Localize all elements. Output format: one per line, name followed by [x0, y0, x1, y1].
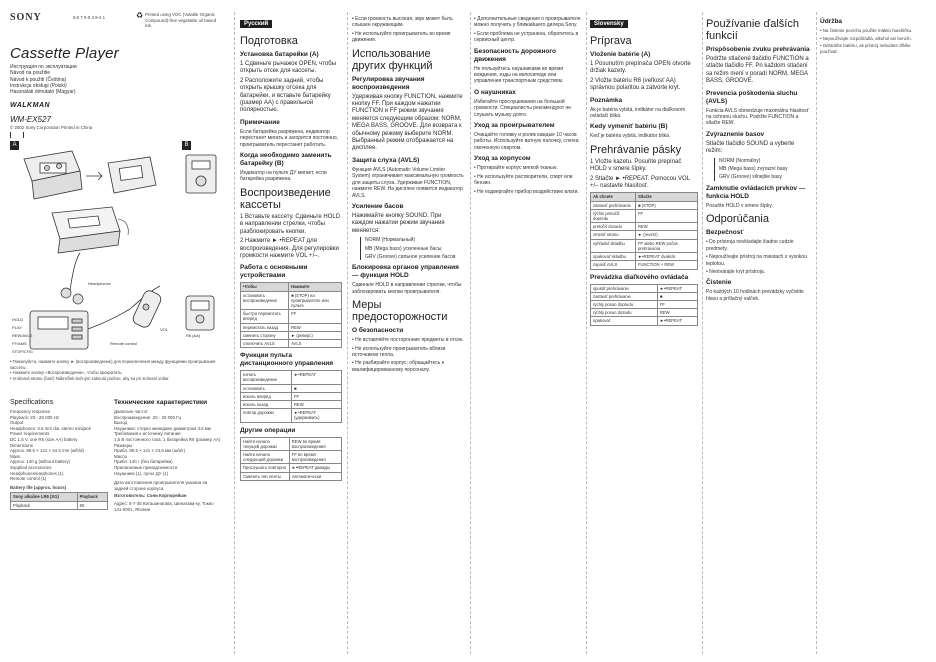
note-text: Ak je batéria vybitá, indikátor na diaľkovom ovládači bliká. — [590, 106, 686, 120]
subsection-heading: Čistenie — [706, 279, 732, 287]
language-item: Инструкция по эксплуатации — [10, 63, 77, 70]
table-title: Функции пульта дистанционного управления — [240, 352, 334, 368]
subsection-heading: Усиление басов — [352, 202, 404, 210]
care-item: • Не используйте растворители, спирт или бензин. — [474, 173, 573, 187]
table-cell: ►•REPEAT — [657, 284, 697, 292]
section-heading: Odporúčania — [706, 213, 769, 226]
table-cell: zastaviť prehrávanie — [591, 292, 658, 300]
figure-badge-b: B — [182, 141, 191, 150]
table-cell: FUNCTION + REW — [635, 261, 697, 269]
sound-mode-list — [360, 237, 464, 260]
table-row — [591, 201, 698, 209]
table-cell: Найти начало следующей дорожки — [241, 450, 290, 463]
subsection-heading: Prevencia poškodenia sluchu (AVLS) — [706, 89, 798, 105]
table-cell: REW во время воспроизведения — [289, 437, 341, 450]
battery-cell: 60 — [77, 501, 107, 509]
spec-line: Frequency response — [10, 409, 51, 415]
care-item: • Не подвергайте прибор воздействию влаги. — [474, 188, 579, 195]
note-heading: Poznámka — [590, 96, 623, 104]
note-heading: Примечание — [240, 118, 280, 126]
label-vol: VOL — [160, 327, 169, 333]
subsection-heading: Уход за корпусом — [474, 155, 531, 163]
table-row — [241, 400, 342, 408]
body-text: Очищайте головку и ролик каждые 10 часов работы. Используйте ватную палочку, слегка смоченную спиртом. — [474, 132, 579, 151]
walkman-logo: WALKMAN — [10, 101, 51, 109]
table-cell: ►•REPEAT — [657, 317, 697, 325]
table-cell: REW — [635, 223, 697, 231]
label-stop: STOP/CHG — [12, 349, 33, 355]
table-cell: REW — [289, 323, 342, 331]
table-cell: ►•REPEAT дважды — [289, 464, 341, 472]
spec-line: Dimensions — [10, 442, 33, 448]
table-cell: REW — [657, 309, 697, 317]
section-heading: Подготовка — [240, 35, 298, 47]
table-cell: ►•REPEAT dvakrát — [635, 253, 697, 261]
spec-line: Power requirements — [10, 431, 50, 437]
column-ru-3 — [474, 12, 582, 654]
note-text: • Дополнительные сведения о проигрывателе можно получить у ближайшего дилера Sony. — [474, 16, 581, 29]
spec-line: DC 1.5 V, one R6 (size AA) battery — [10, 437, 78, 442]
table-cell: Прослушать повторно — [241, 464, 290, 472]
spec-line: Playback: 20 - 20 000 Hz — [10, 414, 60, 420]
subsection-heading: Уход за проигрывателем — [474, 122, 555, 130]
step-text: 1 Сдвиньте рычажок OPEN, чтобы открыть отсек для кассеты. — [240, 61, 337, 75]
table-cell: opakovať skladbu — [591, 253, 636, 261]
table-row — [241, 371, 342, 384]
table-cell: zapnúť AVLS — [591, 261, 636, 269]
table-row — [241, 339, 342, 347]
table-cell: ► (reverz) — [635, 231, 697, 239]
table-cell: ■ — [291, 384, 341, 392]
table-row — [591, 209, 698, 222]
table-row — [591, 261, 698, 269]
figure-area — [10, 141, 222, 359]
table-row — [591, 231, 698, 239]
spec-line: Размеры — [114, 442, 133, 448]
specifications-heading: Specifications — [10, 399, 54, 407]
table-row — [241, 409, 342, 422]
part-number: 3-8 7 0-0 3 9-4 1 — [72, 15, 106, 20]
body-text: Keď je batéria vybitá, indikátor bliká. — [590, 133, 671, 140]
battery-cell: Playback — [11, 501, 78, 509]
table-cell: начать воспроизведение — [241, 371, 292, 384]
table-cell: pretočiť dozadu — [591, 223, 636, 231]
sony-logo: SONY — [10, 12, 42, 23]
body-text: Индикатор на пульте ДУ мигает, если батарейка разряжена. — [240, 170, 327, 183]
spec-line: Выход — [114, 420, 128, 426]
spec-line: Диапазон частот — [114, 409, 148, 415]
table-cell: rýchlo pretočiť dopredu — [591, 209, 636, 222]
battery-col-header: Playback — [77, 493, 107, 501]
care-item: • Nepoužívajte rozpúšťadlá, alkohol ani benzín. — [820, 35, 912, 41]
sound-mode-item: MB (Mega bass) усиленные басы — [365, 245, 442, 252]
table-row — [241, 331, 342, 339]
subsection-heading: Bezpečnosť — [706, 229, 744, 237]
table-cell: FF во время воспроизведения — [289, 450, 341, 463]
care-item: • Не используйте проигрыватель вблизи источников тепла. — [352, 345, 446, 358]
subsection-heading: Údržba — [820, 18, 843, 25]
section-heading: Воспроизведение кассеты — [240, 186, 331, 211]
spec-line: Наушники: стерео миниджек диаметром 3,5 мм — [114, 425, 211, 431]
spec-line: Масса — [114, 453, 127, 459]
document-title: Cassette Player — [10, 44, 119, 62]
table-cell: opakovať — [591, 317, 658, 325]
body-text: Удерживая кнопку FUNCTION, нажмите кнопку FF. При каждом нажатии FUNCTION и FF режим звучания меняется следующим образом: NORM, MEGA BASS, GROOVE. Для возврата к обычному режиму выберите NORM. Выбранный режим отображается на дисплее. — [352, 93, 463, 152]
figure-note: • Vnútorná stranu (časť) Nábrežiek bočným zaknutú pozície, aby sa pri snímaní voltar. — [10, 375, 170, 381]
spec-line: Output — [10, 420, 24, 426]
subsection-heading: Блокировка органов управления — функция HOLD — [352, 264, 459, 280]
table-header: Ak chcete — [591, 193, 636, 201]
body-text: Функция AVLS (Automatic Volume Limiter System) ограничивает максимальную громкость для защиты слуха. Удерживая FUNCTION, нажмите REW. На дисплее появится индикатор AVLS. — [352, 166, 464, 199]
section-heading: Príprava — [590, 35, 632, 47]
table-row — [241, 450, 342, 463]
section-heading: Používanie ďalších funkcií — [706, 18, 799, 42]
body-text: Нажимайте кнопку SOUND. При каждом нажатии режим звучания меняется: — [352, 212, 445, 234]
care-item: • Протирайте корпус мягкой тканью. — [474, 165, 558, 172]
care-item: • Neotvárajte kryt prístroja. — [706, 268, 765, 275]
subsection-heading: Kedy vymeniť batériu (B) — [590, 123, 668, 131]
subsection-heading: Zamknutie ovládacích prvkov — funkcia HOLD — [706, 184, 806, 200]
model-number: WM-EX527 — [10, 114, 51, 124]
barcode-icon — [10, 132, 24, 138]
body-text: Posuňte HOLD v smere šípky. — [706, 202, 773, 209]
section-heading: Меры предосторожности — [352, 299, 448, 324]
step-text: 2 Stlačte ► •REPEAT. Pomocou VOL +/– nastavte hlasitosť. — [590, 175, 690, 190]
table-row — [591, 309, 698, 317]
table-cell: FF alebo REW počas prehrávania — [635, 239, 697, 252]
battery-col-header: Sony alkaline LR6 (SG) — [11, 493, 78, 501]
spec-line: Approx. 89.5 × 121 × 24.5 mm (w/h/d) — [10, 448, 84, 454]
care-item: • Не разбирайте корпус; обращайтесь к квалифицированному персоналу. — [352, 360, 444, 373]
sound-mode-item: NORM (Нормальный) — [365, 237, 416, 244]
battery-life-table — [10, 492, 108, 509]
care-item: • Nepoužívajte prístroj na miestach s vysokou teplotou. — [706, 254, 807, 267]
table-cell: быстро перемотать вперёд — [241, 310, 289, 323]
column-sk-3 — [820, 12, 928, 654]
label-rew: REW/AVLS — [12, 333, 33, 339]
table-row — [241, 437, 342, 450]
care-item: • Do prístroja nevkladajte žiadne cudzie predmety. — [706, 239, 794, 252]
subsection-heading: Безопасность дорожного движения — [474, 47, 556, 63]
table-cell: остановить воспроизведение — [241, 291, 289, 310]
spec-line: Наушники (1), пульт ДУ (1) — [114, 470, 169, 476]
subsection-heading: О наушниках — [474, 88, 516, 96]
language-bar-russian: Русский — [240, 20, 272, 28]
language-item: Instrukcja obsługi (Polski) — [10, 83, 67, 89]
company-name: Изготовитель: Сони Корпорейшн — [114, 493, 187, 499]
table-title: Prevádzka diaľkového ovládača — [590, 273, 689, 281]
copyright: © 2002 Sony Corporation Printed in China — [10, 124, 93, 130]
table-cell: ■ (STOP) на проигрывателе или пульте — [289, 291, 342, 310]
column-cover — [10, 12, 222, 654]
other-ops-table — [240, 437, 342, 481]
body-text: Не пользуйтесь наушниками во время вождения, езды на велосипеде или управления транспортным средством. — [474, 65, 564, 85]
table-cell: Сменить тип ленты — [241, 472, 290, 480]
table-cell: FF — [657, 300, 697, 308]
table-header: Чтобы — [241, 283, 289, 291]
note-text: • Не используйте проигрыватель во время движения. — [352, 30, 451, 44]
spec-line: Требования к источнику питания — [114, 431, 181, 437]
table-cell: FF — [291, 392, 341, 400]
column-sk-1 — [590, 12, 698, 654]
specifications-ru-heading: Технические характеристики — [114, 399, 208, 407]
sound-mode-list — [714, 158, 812, 181]
battery-life-title: Battery life (approx. hours) — [10, 484, 67, 490]
table-header: Нажмите — [289, 283, 342, 291]
table-cell: ► (реверс) — [289, 331, 342, 339]
spec-line: Approx. 140 g (without battery) — [10, 459, 71, 465]
table-cell: Найти начало текущей дорожки — [241, 437, 290, 450]
figure-badge-a: A — [10, 141, 19, 150]
table-row — [591, 239, 698, 252]
spec-line: Headphones: 3.5 mm dia. stereo minijack — [10, 425, 91, 431]
table-row — [591, 317, 698, 325]
label-headphones: Headphones — [88, 281, 111, 287]
table-cell: REW — [291, 400, 341, 408]
table-cell: spustiť prehrávanie — [591, 284, 658, 292]
subsection-heading: Vloženie batérie (A) — [590, 51, 651, 58]
step-text: 1 Вставьте кассету. Сдвиньте HOLD в направлении стрелки, чтобы разблокировать кнопки. — [240, 213, 341, 235]
spec-line: Mass — [10, 453, 21, 459]
body-text: Сдвиньте HOLD в направлении стрелки, чтобы заблокировать кнопки проигрывателя. — [352, 282, 462, 295]
section-heading: Использование других функций — [352, 47, 433, 72]
sound-mode-item: MB (Mega bass) zvýrazní basy — [719, 166, 788, 173]
step-text: 1 Posunutím prepínača OPEN otvorte držiak kazety. — [590, 61, 691, 75]
subsection-heading: Защита слуха (AVLS) — [352, 156, 420, 164]
label-remote: Remote control — [110, 341, 138, 347]
label-ff: FF/AMS — [12, 341, 27, 347]
table-row — [591, 253, 698, 261]
table-title: Другие операции — [240, 426, 296, 434]
sound-mode-item: GRV (Groove) silnejšie basy — [719, 174, 782, 181]
table-cell: rýchly posun dopredu — [591, 300, 658, 308]
column-ru-1 — [240, 12, 342, 654]
step-text: 1 Vložte kazetu. Posuňte prepínač HOLD v smere šípky. — [590, 158, 682, 173]
table-cell: zmeniť stranu — [591, 231, 636, 239]
table-cell: ■ (STOP) — [635, 201, 697, 209]
subsection-heading: Регулировка звучания воспроизведения — [352, 75, 425, 91]
note-text: • Если громкость высокая, звук может быть слышен окружающим. — [352, 16, 453, 29]
cassette-player-illustration — [10, 141, 222, 359]
table-title: Работа с основными устройствами — [240, 264, 308, 280]
table-row — [241, 464, 342, 472]
table-cell: ►•REPEAT — [291, 371, 341, 384]
spec-line: Supplied accessories — [10, 464, 52, 470]
table-cell: AVLS — [289, 339, 342, 347]
body-text: Po každých 10 hodinách prevádzky vyčistite hlavu a prítlačný valček. — [706, 289, 804, 302]
table-cell: сменить сторону — [241, 331, 289, 339]
table-cell: остановить — [241, 384, 292, 392]
remote-table — [240, 370, 342, 422]
label-hold: HOLD — [12, 317, 24, 323]
language-item: Návod na použitie — [10, 70, 51, 77]
note-text: Если батарейка разряжена, индикатор перестанет мигать и загорится постоянно, проигрыватель перестанет работать. — [240, 128, 339, 148]
figure-note: • Нажмите кнопку «Воспроизведение», чтобы прекратить. — [10, 370, 123, 376]
label-play: PLAY — [12, 325, 22, 331]
table-row — [591, 223, 698, 231]
care-item: • Не вставляйте посторонние предметы в отсек. — [352, 337, 464, 344]
table-cell: искать вперёд — [241, 392, 292, 400]
body-text: Избегайте прослушивания на большой громкости. Специалисты рекомендуют не слушать музыку долго. — [474, 98, 572, 118]
step-text: 2 Нажмите ► •REPEAT для воспроизведения. Для регулировки громкости нажмите VOL +/–. — [240, 238, 339, 259]
subsection-heading: Zvýraznenie basov — [706, 130, 765, 138]
operations-table — [590, 192, 698, 269]
recycling-note: Printed using VOC (Volatile Organic Compound)-free vegetable oil based ink. — [145, 12, 217, 29]
table-row — [591, 284, 698, 292]
company-address: Адрес: 6-7-35 Киташинагава, Шинагава-ку, Токио 141-0001, Япония — [114, 500, 214, 512]
manufacture-note: Дата изготовления проигрывателя указана на задней стороне корпуса. — [114, 480, 208, 491]
care-item: • Odstráňte batériu, ak prístroj nebudete dlhšie používať. — [820, 43, 911, 54]
recycle-icon: ♻ — [135, 12, 144, 20]
spec-line: Воспроизведение: 20 - 20 000 Гц — [114, 414, 182, 420]
table-row — [241, 291, 342, 310]
subsection-heading: Prispôsobenie zvuku prehrávania — [706, 46, 810, 53]
spec-line: Remote control (1) — [10, 476, 47, 482]
table-row — [241, 472, 342, 480]
table-row — [591, 292, 698, 300]
figure-note: • Пожалуйста, нажмите кнопку ► (воспроизведение) для переключения между функциями проигрывания кассеты. — [10, 359, 216, 370]
care-item: • Na čistenie povrchu použite mäkkú handričku. — [820, 28, 913, 33]
language-item: Használati útmutató (Magyar) — [10, 89, 76, 96]
table-header: Stlačte — [635, 193, 697, 201]
table-cell: отключить AVLS — [241, 339, 289, 347]
table-cell: ■ — [657, 292, 697, 300]
body-text: Funkcia AVLS obmedzuje maximálnu hlasitosť na ochranu sluchu. Podržte FUNCTION a stlačte REW. — [706, 107, 809, 127]
table-row — [241, 323, 342, 331]
table-cell: ►•REPEAT (удерживать) — [291, 409, 341, 422]
section-heading: Prehrávanie pásky — [590, 143, 682, 156]
body-text: Stlačte tlačidlo SOUND a vyberte režim: — [706, 140, 795, 155]
table-cell: FF — [289, 310, 342, 323]
language-bar-slovak: Slovensky — [590, 20, 628, 28]
table-cell: Автоматически — [289, 472, 341, 480]
note-text: • Если проблема не устранена, обратитесь в сервисный центр. — [474, 30, 579, 44]
table-cell: zastaviť prehrávanie — [591, 201, 636, 209]
spec-line: Прилагаемые принадлежности — [114, 464, 178, 470]
operations-table — [240, 282, 342, 348]
sound-mode-item: NORM (Normálny) — [719, 157, 761, 164]
table-cell: искать назад — [241, 400, 292, 408]
subsection-heading: Когда необходимо заменить батарейку (B) — [240, 152, 332, 168]
table-row — [241, 392, 342, 400]
subsection-heading: О безопасности — [352, 327, 404, 335]
spec-line: Headphones/earphones (1) — [10, 470, 64, 476]
table-row — [591, 300, 698, 308]
language-item: Návod k použití (Čeština) — [10, 76, 67, 83]
sound-mode-item: GRV (Groove) сильное усиление басов — [365, 253, 456, 260]
label-battery: R6 (AA) — [186, 333, 201, 339]
step-text: 2 Vložte batériu R6 (veľkosť AA) správnou polaritou a zatvorte kryt. — [590, 77, 681, 92]
table-cell: перемотать назад — [241, 323, 289, 331]
table-cell: rýchly posun dozadu — [591, 309, 658, 317]
table-row — [241, 310, 342, 323]
table-cell: повтор дорожки — [241, 409, 292, 422]
spec-line: 1,5 В постоянного тока, 1 батарейка R6 (размер АА) — [114, 437, 221, 442]
column-ru-2 — [352, 12, 464, 654]
body-text: Podržte stlačené tlačidlo FUNCTION a stlačte tlačidlo FF. Pri každom stlačení sa režim mení v poradí NORM, MEGA BASS, GROOVE. — [706, 56, 809, 85]
step-text: 2 Расположите задний, чтобы открыть крышку отсека для батарейки, и вставьте батарейку (размер АА) с правильной полярностью. — [240, 77, 331, 114]
spec-line: Прибл. 140 г (без батарейки) — [114, 459, 173, 465]
spec-line: Прибл. 89,5 × 121 × 24,5 мм (ш/в/г) — [114, 448, 186, 454]
subsection-heading: Установка батарейки (A) — [240, 51, 319, 58]
table-cell: vyhľadať skladbu — [591, 239, 636, 252]
remote-table — [590, 284, 698, 326]
column-sk-2 — [706, 12, 812, 654]
table-cell: FF — [635, 209, 697, 222]
table-row — [241, 384, 342, 392]
